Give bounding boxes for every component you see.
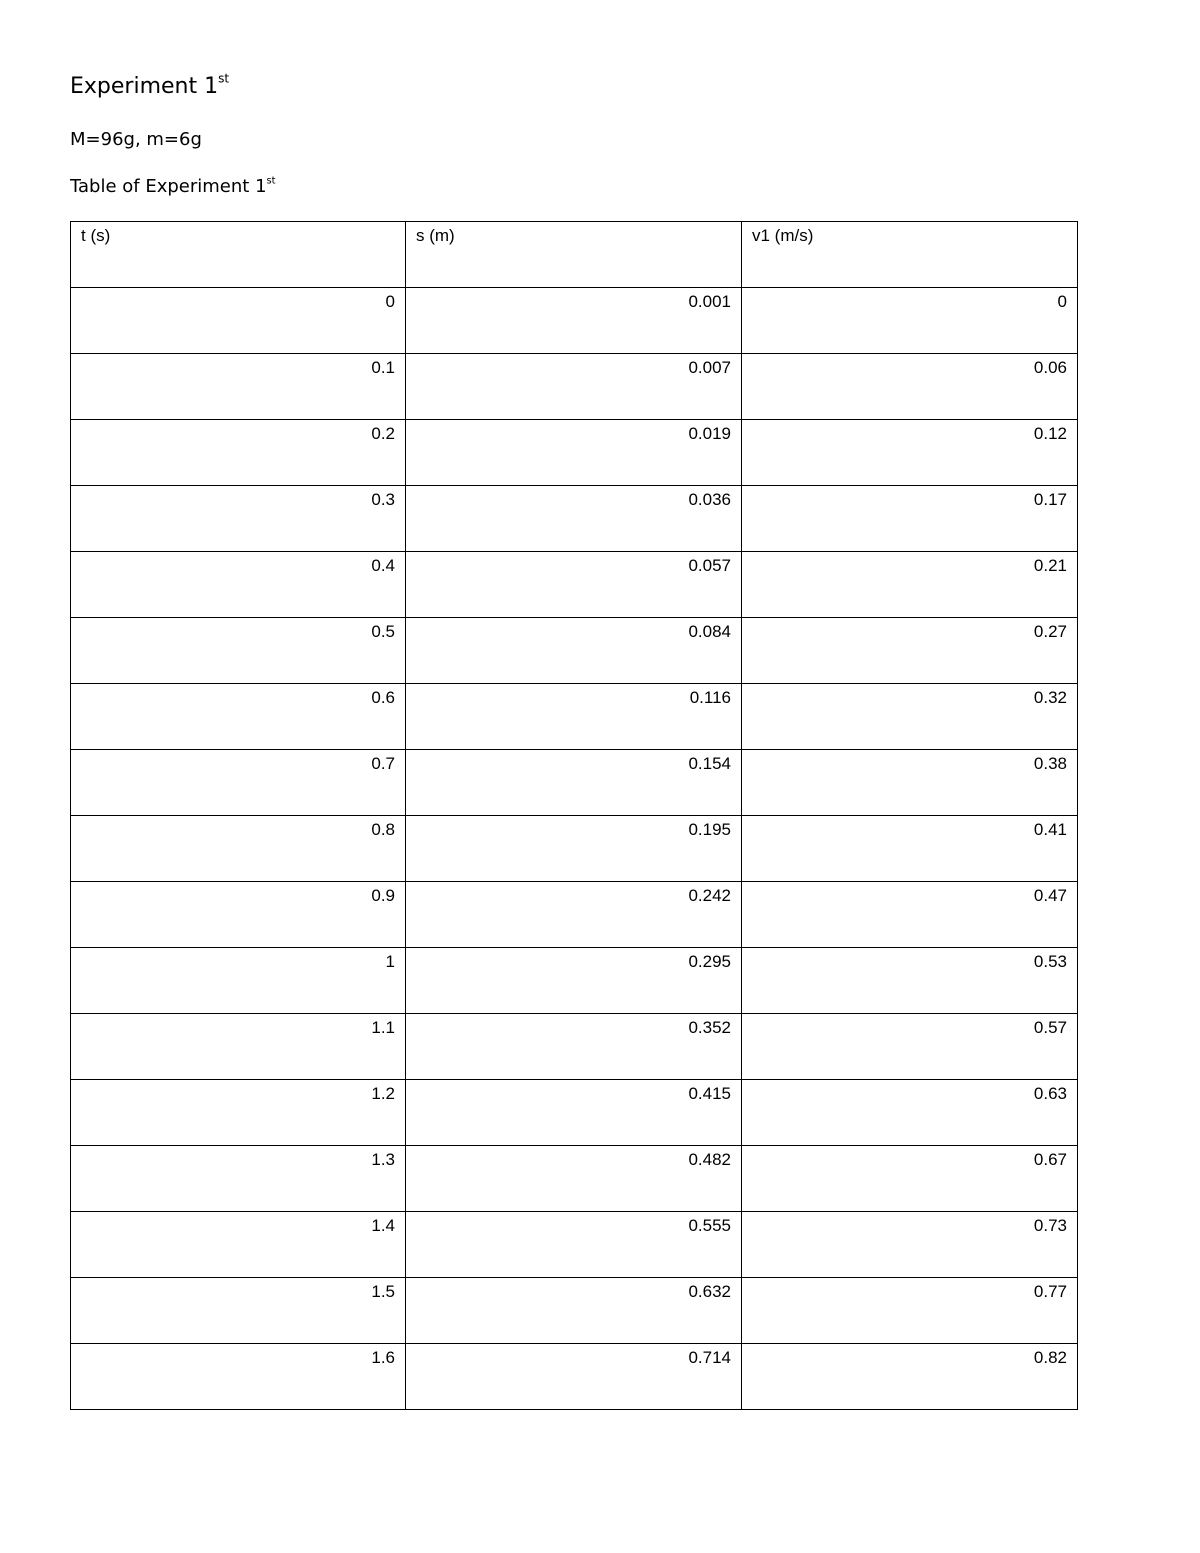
table-caption-text: Table of Experiment 1 — [70, 176, 267, 197]
cell-distance: 0.415 — [406, 1080, 742, 1146]
table-row — [71, 618, 1078, 684]
column-header-velocity: v1 (m/s) — [742, 222, 1078, 288]
table-row — [71, 816, 1078, 882]
cell-distance: 0.195 — [406, 816, 742, 882]
table-row — [71, 1278, 1078, 1344]
mass-parameters: M=96g, m=6g — [70, 129, 202, 150]
cell-distance: 0.084 — [406, 618, 742, 684]
cell-time: 1.1 — [71, 1014, 406, 1080]
table-row — [71, 1014, 1078, 1080]
cell-time: 0.1 — [71, 354, 406, 420]
table-row — [71, 882, 1078, 948]
cell-time: 0.2 — [71, 420, 406, 486]
cell-time: 1.4 — [71, 1212, 406, 1278]
cell-velocity: 0.41 — [742, 816, 1078, 882]
table-row — [71, 1212, 1078, 1278]
table-row — [71, 486, 1078, 552]
table-row — [71, 1146, 1078, 1212]
experiment-data-table — [70, 221, 1078, 1410]
cell-time: 1.2 — [71, 1080, 406, 1146]
cell-distance: 0.001 — [406, 288, 742, 354]
cell-time: 1.6 — [71, 1344, 406, 1410]
table-header-row — [71, 222, 1078, 288]
cell-velocity: 0.57 — [742, 1014, 1078, 1080]
cell-time: 0.3 — [71, 486, 406, 552]
cell-distance: 0.632 — [406, 1278, 742, 1344]
cell-velocity: 0.21 — [742, 552, 1078, 618]
table-row — [71, 354, 1078, 420]
cell-velocity: 0.47 — [742, 882, 1078, 948]
cell-velocity: 0.38 — [742, 750, 1078, 816]
table-row — [71, 420, 1078, 486]
cell-velocity: 0.63 — [742, 1080, 1078, 1146]
cell-velocity: 0.82 — [742, 1344, 1078, 1410]
cell-velocity: 0.67 — [742, 1146, 1078, 1212]
cell-distance: 0.007 — [406, 354, 742, 420]
table-row — [71, 552, 1078, 618]
experiment-heading-superscript: st — [218, 71, 230, 86]
experiment-heading — [70, 71, 230, 99]
cell-distance: 0.242 — [406, 882, 742, 948]
cell-distance: 0.116 — [406, 684, 742, 750]
table-body — [71, 222, 1078, 1410]
cell-velocity: 0.77 — [742, 1278, 1078, 1344]
cell-distance: 0.352 — [406, 1014, 742, 1080]
table-row — [71, 750, 1078, 816]
cell-velocity: 0.32 — [742, 684, 1078, 750]
cell-velocity: 0.53 — [742, 948, 1078, 1014]
cell-distance: 0.714 — [406, 1344, 742, 1410]
cell-velocity: 0.12 — [742, 420, 1078, 486]
table-row — [71, 948, 1078, 1014]
cell-time: 1 — [71, 948, 406, 1014]
column-header-distance: s (m) — [406, 222, 742, 288]
cell-time: 0.9 — [71, 882, 406, 948]
cell-time: 0 — [71, 288, 406, 354]
cell-velocity: 0.73 — [742, 1212, 1078, 1278]
cell-distance: 0.036 — [406, 486, 742, 552]
cell-distance: 0.057 — [406, 552, 742, 618]
cell-time: 0.4 — [71, 552, 406, 618]
cell-velocity: 0.06 — [742, 354, 1078, 420]
cell-velocity: 0 — [742, 288, 1078, 354]
table-row — [71, 288, 1078, 354]
table-caption — [70, 176, 276, 197]
column-header-time: t (s) — [71, 222, 406, 288]
table-caption-superscript: st — [266, 175, 276, 187]
cell-time: 1.3 — [71, 1146, 406, 1212]
cell-velocity: 0.27 — [742, 618, 1078, 684]
cell-velocity: 0.17 — [742, 486, 1078, 552]
cell-distance: 0.555 — [406, 1212, 742, 1278]
cell-distance: 0.019 — [406, 420, 742, 486]
table-row — [71, 1080, 1078, 1146]
cell-time: 0.8 — [71, 816, 406, 882]
cell-time: 0.5 — [71, 618, 406, 684]
table-row — [71, 1344, 1078, 1410]
table-row — [71, 684, 1078, 750]
experiment-heading-text: Experiment 1 — [70, 74, 219, 99]
cell-time: 0.7 — [71, 750, 406, 816]
cell-distance: 0.295 — [406, 948, 742, 1014]
cell-time: 0.6 — [71, 684, 406, 750]
cell-time: 1.5 — [71, 1278, 406, 1344]
cell-distance: 0.482 — [406, 1146, 742, 1212]
cell-distance: 0.154 — [406, 750, 742, 816]
